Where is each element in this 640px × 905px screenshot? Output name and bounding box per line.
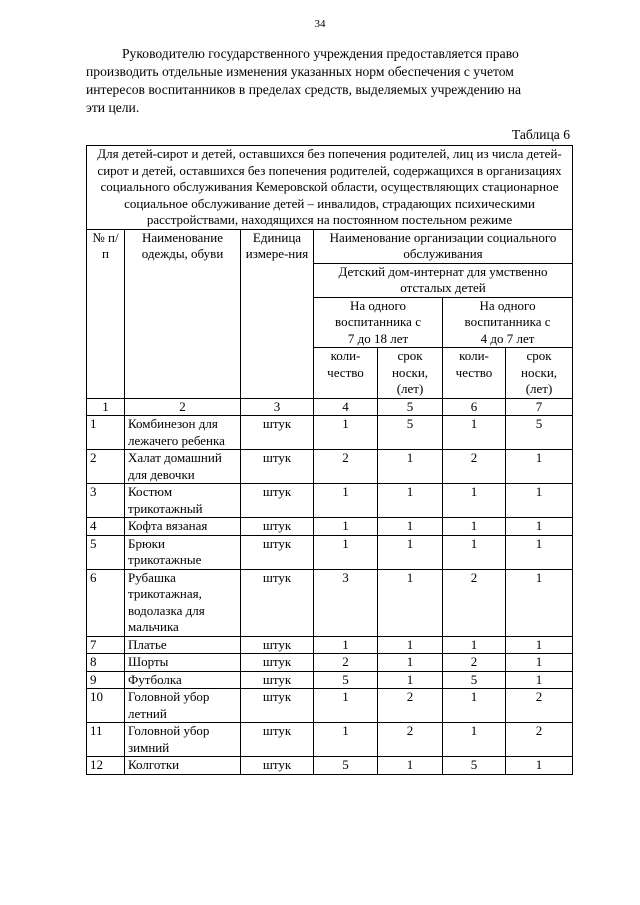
quantity-7-18-cell: 1 (314, 535, 378, 569)
item-name-cell: Рубашка трикотажная, водолазка для мальчика (125, 569, 241, 636)
unit-cell: штук (241, 636, 314, 654)
header-term: срок носки, (лет) (378, 348, 443, 399)
term-7-18-cell: 1 (378, 654, 443, 672)
quantity-4-7-cell: 1 (443, 535, 506, 569)
intro-line: производить отдельные изменения указанных норм обеспечения с учетом (86, 64, 514, 79)
intro-line: Руководителю государственного учреждения предоставляется право (122, 46, 519, 61)
item-name-cell: Колготки (125, 757, 241, 775)
quantity-7-18-cell: 1 (314, 636, 378, 654)
quantity-4-7-cell: 5 (443, 757, 506, 775)
header-institution: Детский дом-интернат для умственно отсталых детей (314, 263, 573, 297)
term-4-7-cell: 1 (506, 569, 573, 636)
column-number: 6 (443, 398, 506, 416)
table-row (87, 484, 573, 518)
column-number: 4 (314, 398, 378, 416)
row-number-cell: 2 (87, 450, 125, 484)
unit-cell: штук (241, 757, 314, 775)
table-row (87, 450, 573, 484)
term-4-7-cell: 1 (506, 654, 573, 672)
term-4-7-cell: 1 (506, 518, 573, 536)
unit-cell: штук (241, 689, 314, 723)
table-row (87, 535, 573, 569)
norms-table (86, 145, 573, 775)
intro-line: эти цели. (86, 100, 140, 115)
row-number-cell: 3 (87, 484, 125, 518)
row-number-cell: 6 (87, 569, 125, 636)
row-number-cell: 12 (87, 757, 125, 775)
item-name-cell: Костюм трикотажный (125, 484, 241, 518)
column-number: 7 (506, 398, 573, 416)
term-4-7-cell: 1 (506, 636, 573, 654)
term-4-7-cell: 1 (506, 671, 573, 689)
quantity-4-7-cell: 1 (443, 416, 506, 450)
row-number-cell: 10 (87, 689, 125, 723)
term-4-7-cell: 1 (506, 484, 573, 518)
unit-cell: штук (241, 535, 314, 569)
quantity-4-7-cell: 1 (443, 484, 506, 518)
column-number: 2 (125, 398, 241, 416)
quantity-4-7-cell: 1 (443, 518, 506, 536)
term-7-18-cell: 2 (378, 723, 443, 757)
header-quantity: коли-чество (443, 348, 506, 399)
table-row (87, 654, 573, 672)
unit-cell: штук (241, 450, 314, 484)
row-number-cell: 4 (87, 518, 125, 536)
table-row (87, 636, 573, 654)
table-row (87, 671, 573, 689)
quantity-4-7-cell: 1 (443, 723, 506, 757)
term-4-7-cell: 5 (506, 416, 573, 450)
row-number-cell: 1 (87, 416, 125, 450)
item-name-cell: Платье (125, 636, 241, 654)
row-number-cell: 5 (87, 535, 125, 569)
table-row (87, 569, 573, 636)
intro-paragraph (86, 45, 570, 117)
quantity-7-18-cell: 1 (314, 518, 378, 536)
quantity-4-7-cell: 2 (443, 654, 506, 672)
term-4-7-cell: 1 (506, 450, 573, 484)
header-unit: Единица измере-ния (241, 229, 314, 398)
term-4-7-cell: 2 (506, 689, 573, 723)
row-number-cell: 9 (87, 671, 125, 689)
unit-cell: штук (241, 569, 314, 636)
term-7-18-cell: 1 (378, 535, 443, 569)
row-number-cell: 11 (87, 723, 125, 757)
column-number: 1 (87, 398, 125, 416)
term-7-18-cell: 1 (378, 569, 443, 636)
term-4-7-cell: 2 (506, 723, 573, 757)
unit-cell: штук (241, 484, 314, 518)
item-name-cell: Брюки трикотажные (125, 535, 241, 569)
table-row (87, 723, 573, 757)
quantity-4-7-cell: 1 (443, 636, 506, 654)
header-name: Наименование одежды, обуви (125, 229, 241, 398)
item-name-cell: Комбинезон для лежачего ребенка (125, 416, 241, 450)
row-number-cell: 8 (87, 654, 125, 672)
term-7-18-cell: 1 (378, 518, 443, 536)
header-group-7-18: На одного воспитанника с 7 до 18 лет (314, 297, 443, 348)
table-label: Таблица 6 (511, 127, 570, 142)
header-quantity: коли-чество (314, 348, 378, 399)
table-row (87, 689, 573, 723)
table-caption: Для детей-сирот и детей, оставшихся без попечения родителей, лиц из числа детей-сирот и детей, оставшихся без попечения родителей, содержащихся в организациях социального обслуживания Кемеровской области, осуществляющих стационарное социальное обслуживание детей – инвалидов, страдающих психическими расстройствами, находящихся на постоянном постельном режиме (87, 146, 573, 230)
header-num: № п/п (87, 229, 125, 398)
quantity-7-18-cell: 5 (314, 757, 378, 775)
quantity-7-18-cell: 3 (314, 569, 378, 636)
page-number: 34 (314, 18, 326, 30)
intro-line: интересов воспитанников в пределах средств, выделяемых учреждению на (86, 82, 522, 97)
quantity-4-7-cell: 1 (443, 689, 506, 723)
row-number-cell: 7 (87, 636, 125, 654)
term-7-18-cell: 1 (378, 636, 443, 654)
table-row (87, 416, 573, 450)
quantity-7-18-cell: 1 (314, 723, 378, 757)
term-4-7-cell: 1 (506, 535, 573, 569)
unit-cell: штук (241, 518, 314, 536)
term-7-18-cell: 5 (378, 416, 443, 450)
quantity-4-7-cell: 2 (443, 450, 506, 484)
item-name-cell: Кофта вязаная (125, 518, 241, 536)
column-number: 5 (378, 398, 443, 416)
quantity-4-7-cell: 5 (443, 671, 506, 689)
header-organization: Наименование организации социального обслуживания (314, 229, 573, 263)
header-group-4-7: На одного воспитанника с 4 до 7 лет (443, 297, 573, 348)
table-row (87, 757, 573, 775)
table-row (87, 518, 573, 536)
term-7-18-cell: 1 (378, 671, 443, 689)
item-name-cell: Халат домашний для девочки (125, 450, 241, 484)
quantity-4-7-cell: 2 (443, 569, 506, 636)
unit-cell: штук (241, 416, 314, 450)
term-7-18-cell: 2 (378, 689, 443, 723)
quantity-7-18-cell: 5 (314, 671, 378, 689)
column-number: 3 (241, 398, 314, 416)
term-7-18-cell: 1 (378, 484, 443, 518)
unit-cell: штук (241, 671, 314, 689)
term-7-18-cell: 1 (378, 757, 443, 775)
quantity-7-18-cell: 1 (314, 484, 378, 518)
quantity-7-18-cell: 1 (314, 416, 378, 450)
term-4-7-cell: 1 (506, 757, 573, 775)
item-name-cell: Футболка (125, 671, 241, 689)
header-term: срок носки, (лет) (506, 348, 573, 399)
unit-cell: штук (241, 723, 314, 757)
item-name-cell: Шорты (125, 654, 241, 672)
item-name-cell: Головной убор зимний (125, 723, 241, 757)
quantity-7-18-cell: 1 (314, 689, 378, 723)
item-name-cell: Головной убор летний (125, 689, 241, 723)
quantity-7-18-cell: 2 (314, 450, 378, 484)
unit-cell: штук (241, 654, 314, 672)
quantity-7-18-cell: 2 (314, 654, 378, 672)
term-7-18-cell: 1 (378, 450, 443, 484)
